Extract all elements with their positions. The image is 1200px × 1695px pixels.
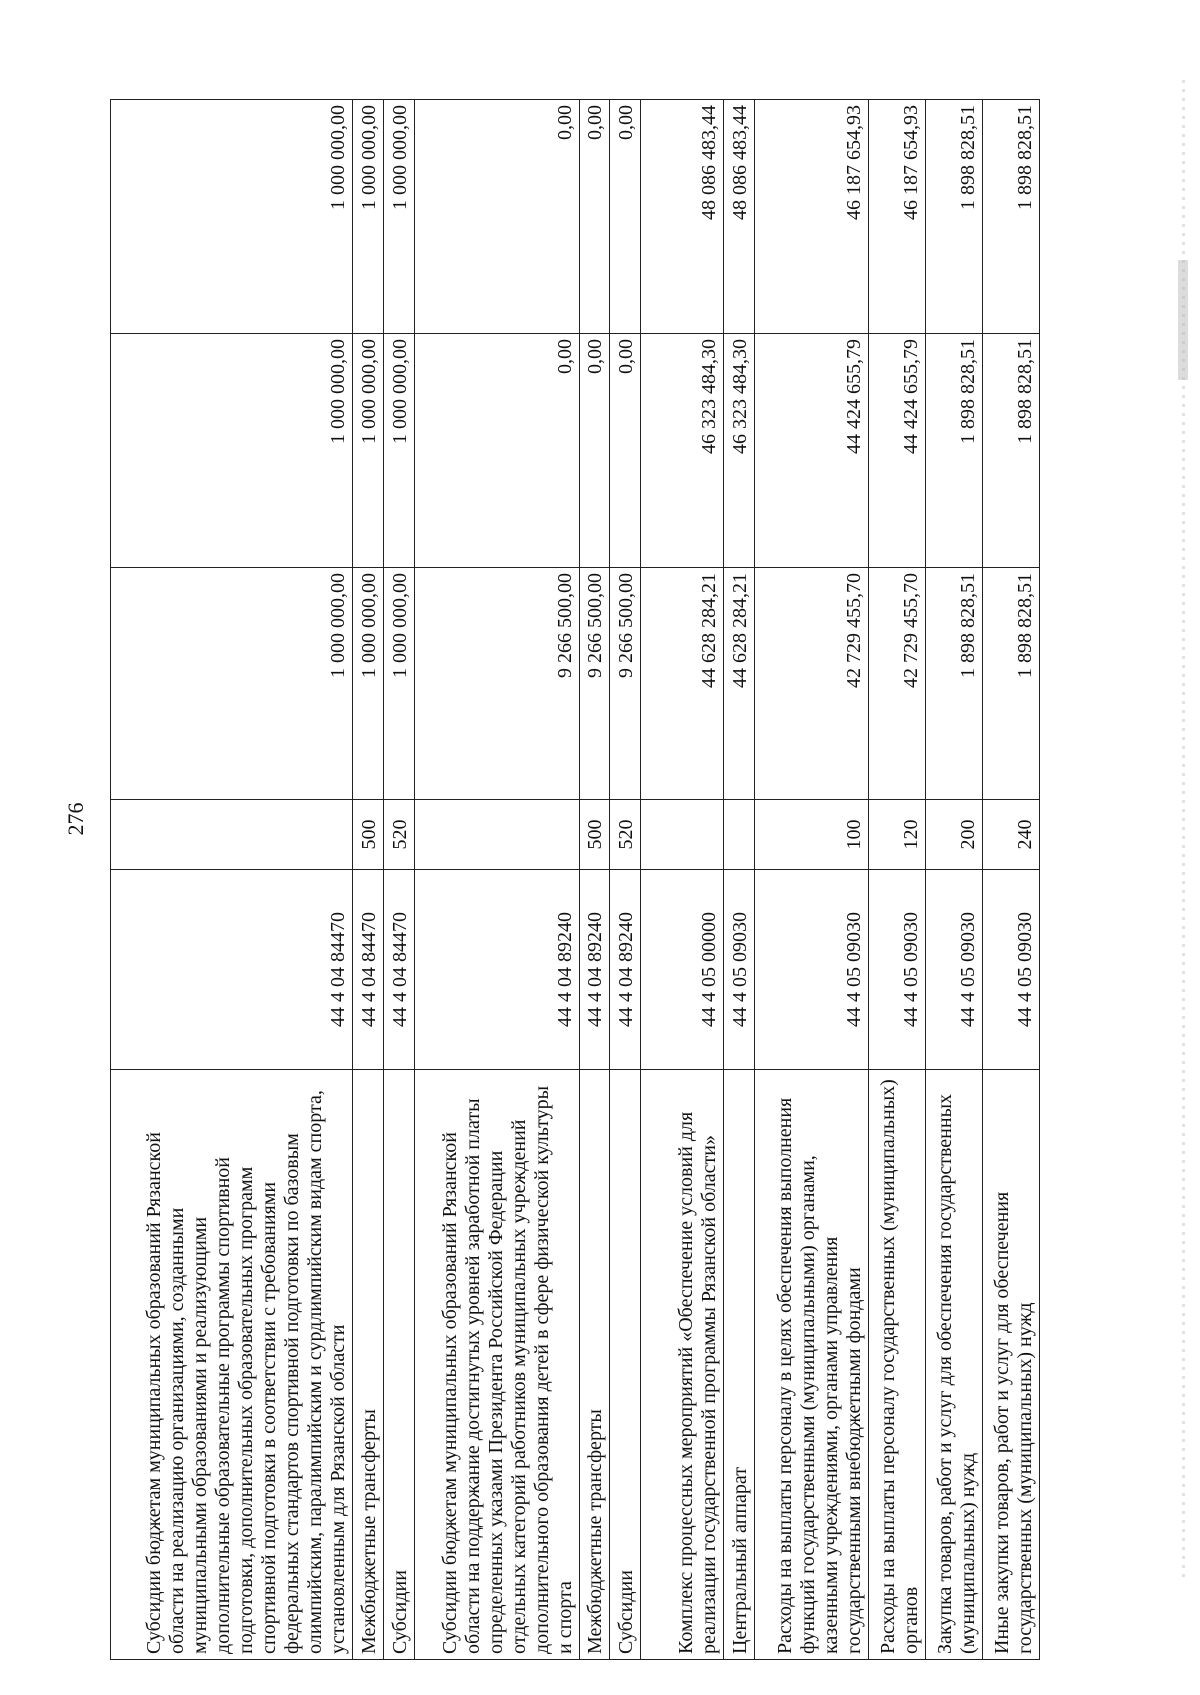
row-value-1: 44 628 284,21 xyxy=(724,568,755,800)
row-value-3: 1 898 828,51 xyxy=(982,100,1039,334)
row-name: Иные закупки товаров, работ и услуг для обеспечения государственных (муниципальных) нужд xyxy=(982,1070,1039,1660)
row-value-2: 44 424 655,79 xyxy=(868,334,925,568)
row-value-3: 1 898 828,51 xyxy=(925,100,982,334)
row-code: 44 4 04 84470 xyxy=(383,870,414,1070)
row-code: 44 4 05 09030 xyxy=(925,870,982,1070)
row-name: Центральный аппарат xyxy=(724,1070,755,1660)
row-name: Комплекс процессных мероприятий «Обеспечение условий для реализации государственной программы Рязанской области» xyxy=(640,1070,724,1660)
row-name: Субсидии бюджетам муниципальных образований Рязанской области на поддержание достигнутых уровней заработной платы определенных указами Президента Российской Федерации отдельных категорий работников муниципальных учреждений дополнительного образования детей в сфере физической культуры и спорта xyxy=(414,1070,579,1660)
row-value-2: 0,00 xyxy=(610,334,641,568)
budget-table-rotated xyxy=(110,100,1040,1660)
row-value-2: 46 323 484,30 xyxy=(724,334,755,568)
table-row xyxy=(925,100,982,1660)
row-code: 44 4 04 89240 xyxy=(579,870,610,1070)
page-number: 276 xyxy=(63,802,88,836)
row-value-3: 46 187 654,93 xyxy=(754,100,868,334)
row-value-1: 1 898 828,51 xyxy=(982,568,1039,800)
row-value-3: 48 086 483,44 xyxy=(640,100,724,334)
table-row xyxy=(610,100,641,1660)
row-value-3: 46 187 654,93 xyxy=(868,100,925,334)
table-row xyxy=(724,100,755,1660)
row-vr: 520 xyxy=(383,800,414,870)
table-row xyxy=(111,100,353,1660)
row-code: 44 4 05 00000 xyxy=(640,870,724,1070)
row-vr: 500 xyxy=(579,800,610,870)
row-vr xyxy=(640,800,724,870)
row-vr: 120 xyxy=(868,800,925,870)
row-code: 44 4 05 09030 xyxy=(724,870,755,1070)
scan-edge-artifact xyxy=(1178,260,1188,380)
row-value-3: 0,00 xyxy=(579,100,610,334)
row-name: Расходы на выплаты персоналу в целях обеспечения выполнения функций государственными (муниципальными) органами, казенными учреждениями, органами управления государственными внебюджетными фондами xyxy=(754,1070,868,1660)
row-value-1: 9 266 500,00 xyxy=(610,568,641,800)
row-vr: 500 xyxy=(353,800,384,870)
budget-table xyxy=(110,99,1040,1660)
table-row xyxy=(754,100,868,1660)
row-value-3: 0,00 xyxy=(414,100,579,334)
row-code: 44 4 04 89240 xyxy=(414,870,579,1070)
row-vr xyxy=(724,800,755,870)
table-row xyxy=(982,100,1039,1660)
row-vr xyxy=(414,800,579,870)
row-name: Межбюджетные трансферты xyxy=(353,1070,384,1660)
row-value-3: 48 086 483,44 xyxy=(724,100,755,334)
row-code: 44 4 04 89240 xyxy=(610,870,641,1070)
row-value-3: 0,00 xyxy=(610,100,641,334)
row-vr: 520 xyxy=(610,800,641,870)
row-name: Закупка товаров, работ и услуг для обеспечения государственных (муниципальных) нужд xyxy=(925,1070,982,1660)
row-value-3: 1 000 000,00 xyxy=(111,100,353,334)
table-row xyxy=(640,100,724,1660)
row-value-2: 0,00 xyxy=(579,334,610,568)
row-value-2: 1 000 000,00 xyxy=(383,334,414,568)
table-row xyxy=(868,100,925,1660)
row-value-1: 1 000 000,00 xyxy=(353,568,384,800)
row-value-2: 1 898 828,51 xyxy=(982,334,1039,568)
row-code: 44 4 04 84470 xyxy=(353,870,384,1070)
row-name: Субсидии xyxy=(610,1070,641,1660)
row-value-2: 1 000 000,00 xyxy=(111,334,353,568)
row-value-3: 1 000 000,00 xyxy=(383,100,414,334)
row-value-2: 46 323 484,30 xyxy=(640,334,724,568)
row-vr: 200 xyxy=(925,800,982,870)
row-value-1: 42 729 455,70 xyxy=(754,568,868,800)
row-name: Субсидии бюджетам муниципальных образований Рязанской области на реализацию организациями, созданными муниципальными образованиями и реализующими дополнительные образовательные программы спортивной подготовки, дополнительных образовательных программ спортивной подготовки в соответствии с требованиями федеральных стандартов спортивной подготовки по базовым олимпийским, паралимпийским и сурдлимпийским видам спорта, установленным для Рязанской области xyxy=(111,1070,353,1660)
row-code: 44 4 05 09030 xyxy=(868,870,925,1070)
table-row xyxy=(353,100,384,1660)
row-value-1: 44 628 284,21 xyxy=(640,568,724,800)
row-code: 44 4 05 09030 xyxy=(754,870,868,1070)
row-value-3: 1 000 000,00 xyxy=(353,100,384,334)
row-name: Субсидии xyxy=(383,1070,414,1660)
row-value-1: 9 266 500,00 xyxy=(579,568,610,800)
table-row xyxy=(383,100,414,1660)
row-value-1: 1 000 000,00 xyxy=(111,568,353,800)
row-code: 44 4 04 84470 xyxy=(111,870,353,1070)
row-value-1: 1 000 000,00 xyxy=(383,568,414,800)
table-row xyxy=(414,100,579,1660)
row-vr: 100 xyxy=(754,800,868,870)
row-value-1: 42 729 455,70 xyxy=(868,568,925,800)
row-value-2: 0,00 xyxy=(414,334,579,568)
row-value-2: 1 898 828,51 xyxy=(925,334,982,568)
table-row xyxy=(579,100,610,1660)
row-value-1: 1 898 828,51 xyxy=(925,568,982,800)
row-value-2: 44 424 655,79 xyxy=(754,334,868,568)
row-vr xyxy=(111,800,353,870)
row-name: Межбюджетные трансферты xyxy=(579,1070,610,1660)
row-code: 44 4 05 09030 xyxy=(982,870,1039,1070)
row-vr: 240 xyxy=(982,800,1039,870)
row-name: Расходы на выплаты персоналу государственных (муниципальных) органов xyxy=(868,1070,925,1660)
row-value-1: 9 266 500,00 xyxy=(414,568,579,800)
row-value-2: 1 000 000,00 xyxy=(353,334,384,568)
